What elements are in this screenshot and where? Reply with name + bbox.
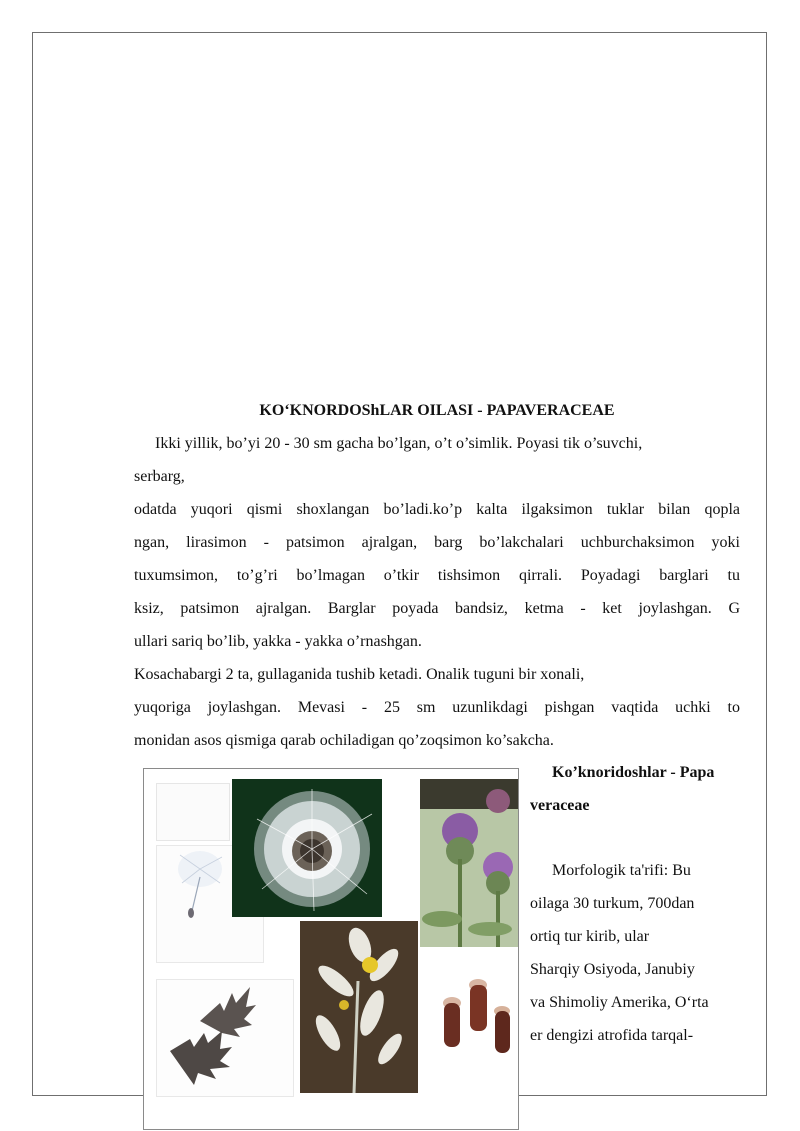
thistle-flowers-image [420, 779, 518, 947]
jagged-leaves-image [160, 981, 290, 1093]
figure-caption-line: veraceae [530, 797, 590, 814]
single-seed-image [164, 847, 228, 921]
body-line: Ikki yillik, bo’yi 20 - 30 sm gacha bo’lgan, o’t o’simlik. Poyasi tik o’suvchi, [155, 435, 643, 452]
fruit-pods-image [428, 963, 518, 1097]
body-line: serbarg, [134, 468, 185, 485]
section-heading: KO‘KNORDOShLAR OILASI - PAPAVERACEAE [259, 402, 615, 419]
background-panel [156, 783, 230, 841]
body-line: odatda yuqori qismi shoxlangan bo’ladi.ko’p kalta ilgaksimon tuklar bilan qopla [134, 501, 740, 518]
side-text-line: Morfologik ta'rifi: Bu [552, 862, 691, 879]
body-line: tuxumsimon, to’g’ri bo’lmagan o’tkir tishsimon qirrali. Poyadagi barglari tu [134, 567, 740, 584]
body-line: ngan, lirasimon - patsimon ajralgan, barg bo’lakchalari uchburchaksimon yoki [134, 534, 740, 551]
dandelion-seed-head-image [232, 779, 382, 917]
side-text-line: va Shimoliy Amerika, O‘rta [530, 994, 709, 1011]
body-line: yuqoriga joylashgan. Mevasi - 25 sm uzunlikdagi pishgan vaqtida uchki to [134, 699, 740, 716]
side-text-line: Sharqiy Osiyoda, Janubiy [530, 961, 695, 978]
yellow-flower-plant-image [300, 921, 418, 1093]
body-line: monidan asos qismiga qarab ochiladigan qo’zoqsimon ko’sakcha. [134, 732, 554, 749]
body-line: Kosachabargi 2 ta, gullaganida tushib ketadi. Onalik tuguni bir xonali, [134, 666, 585, 683]
side-text-line: ortiq tur kirib, ular [530, 928, 650, 945]
plant-figure [143, 768, 519, 1130]
figure-caption-line: Ko’knoridoshlar - Papa [552, 764, 715, 781]
side-text-line: oilaga 30 turkum, 700dan [530, 895, 695, 912]
body-line: ksiz, patsimon ajralgan. Barglar poyada bandsiz, ketma - ket joylashgan. G [134, 600, 740, 617]
side-text-line: er dengizi atrofida tarqal- [530, 1027, 694, 1044]
body-line: ullari sariq bo’lib, yakka - yakka o’rnashgan. [134, 633, 422, 650]
